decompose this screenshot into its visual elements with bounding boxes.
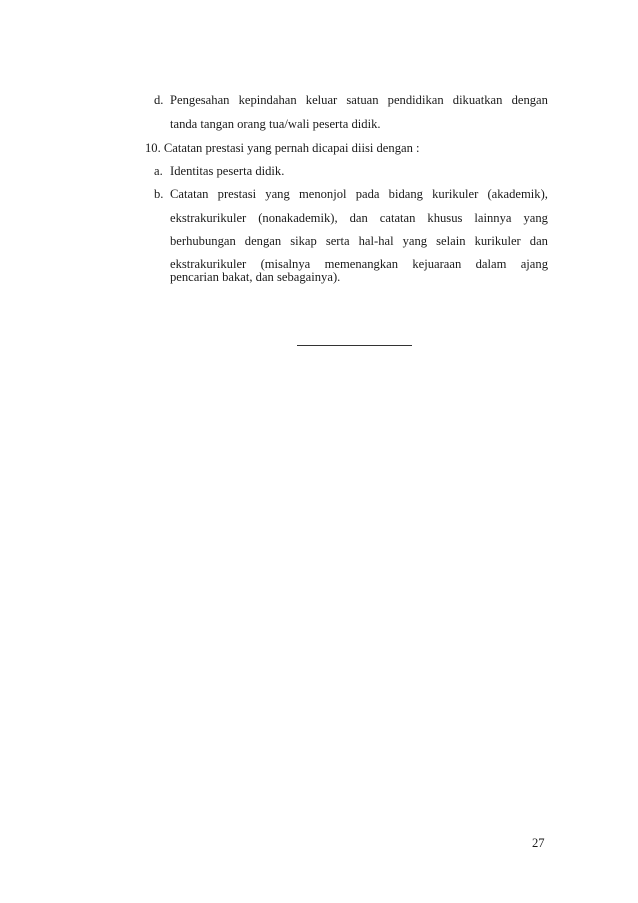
word: serta: [325, 234, 350, 248]
word: memenangkan: [324, 257, 398, 271]
word: dalam: [475, 257, 507, 271]
word: kurikuler: [432, 187, 479, 201]
word: kurikuler: [474, 234, 521, 248]
item-10b-label: b.: [154, 187, 164, 201]
word: dan: [349, 211, 368, 225]
item-10b-line-5: pencarian bakat, dan sebagainya).: [170, 270, 341, 284]
word: (nonakademik),: [258, 211, 338, 225]
word: dikuatkan: [452, 93, 503, 107]
word: ekstrakurikuler: [170, 211, 247, 225]
word: sikap: [290, 234, 317, 248]
item-10b-line-2: [170, 211, 548, 225]
word: bidang: [388, 187, 423, 201]
word: yang: [265, 187, 290, 201]
item-d-line-1: [170, 93, 548, 107]
word: pada: [355, 187, 380, 201]
section-divider: [297, 345, 412, 346]
word: catatan: [379, 211, 416, 225]
word: (akademik),: [487, 187, 548, 201]
word: menonjol: [298, 187, 347, 201]
item-10-heading: 10. Catatan prestasi yang pernah dicapai diisi dengan :: [145, 141, 420, 155]
word: hal-hal: [358, 234, 394, 248]
item-10a-text: Identitas peserta didik.: [170, 164, 285, 178]
word: ekstrakurikuler: [170, 257, 247, 271]
item-10b-line-3: [170, 234, 548, 248]
word: lainnya: [474, 211, 512, 225]
word: keluar: [305, 93, 338, 107]
word: kepindahan: [238, 93, 297, 107]
word: yang: [523, 211, 548, 225]
item-d-line-2: tanda tangan orang tua/wali peserta didik.: [170, 117, 381, 131]
item-d-label: d.: [154, 93, 164, 107]
word: satuan: [346, 93, 379, 107]
word: dengan: [511, 93, 548, 107]
page-number: 27: [532, 836, 545, 850]
word: prestasi: [217, 187, 257, 201]
word: selain: [436, 234, 466, 248]
item-10b-line-4: [170, 257, 548, 271]
item-10b-line-1: [170, 187, 548, 201]
word: kejuaraan: [412, 257, 462, 271]
word: Catatan: [170, 187, 209, 201]
word: yang: [402, 234, 428, 248]
word: khusus: [427, 211, 463, 225]
word: (misalnya: [260, 257, 311, 271]
item-10a-label: a.: [154, 164, 163, 178]
word: ajang: [520, 257, 548, 271]
word: berhubungan: [170, 234, 236, 248]
word: Pengesahan: [170, 93, 230, 107]
word: pendidikan: [387, 93, 444, 107]
word: dan: [529, 234, 548, 248]
word: dengan: [244, 234, 282, 248]
